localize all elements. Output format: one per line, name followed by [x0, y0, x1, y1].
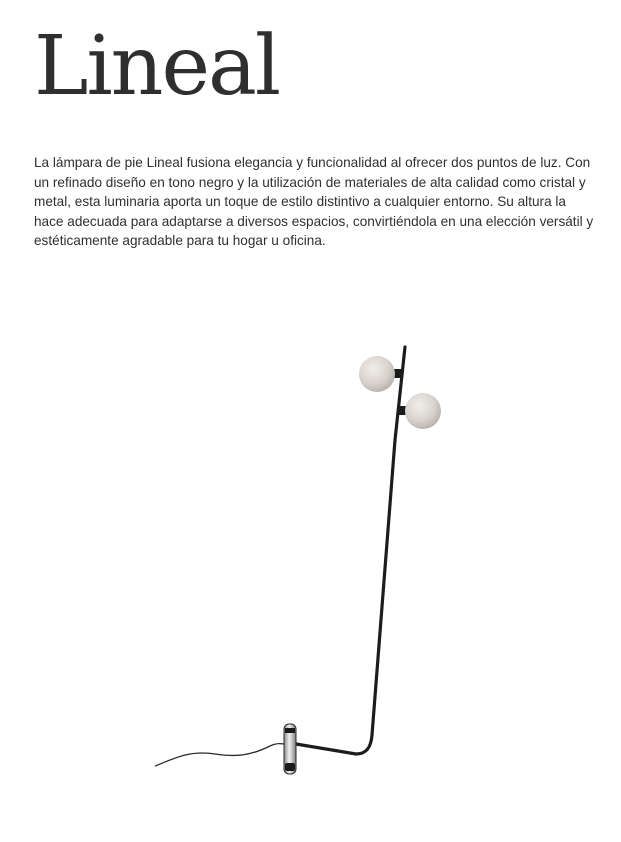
product-title: Lineal	[34, 19, 280, 114]
product-description: La lámpara de pie Lineal fusiona elegancia y funcionalidad al ofrecer dos puntos de luz. Con un refinado diseño en tono negro y la utilización de materiales de alta calidad como cristal y metal, esta luminaria aporta un toque de estilo distintivo a cualquier entorno. Su altura la hace adecuada para adaptarse a diversos espacios, convirtiéndola en una elección versátil y estéticamente agradable para tu hogar u oficina.	[34, 155, 594, 248]
power-cable	[155, 744, 290, 766]
lower-globe	[405, 393, 441, 429]
product-image	[0, 330, 621, 790]
lamp-base	[284, 724, 296, 774]
lamp-stem	[296, 347, 405, 754]
upper-globe	[359, 356, 395, 392]
